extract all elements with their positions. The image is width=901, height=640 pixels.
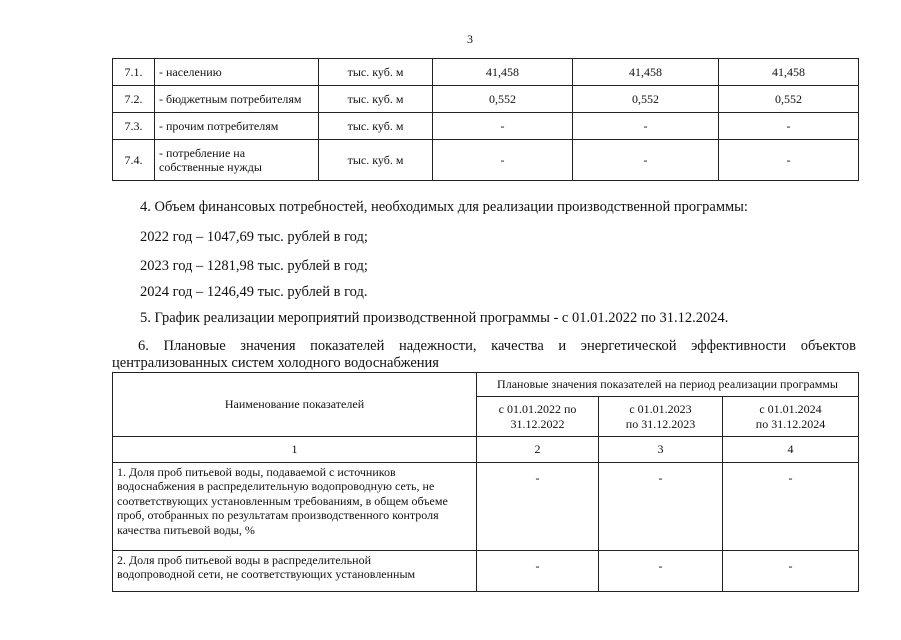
value-2022: - bbox=[477, 463, 599, 551]
table-row bbox=[113, 551, 859, 592]
value-2024: 41,458 bbox=[719, 59, 859, 86]
unit: тыс. куб. м bbox=[319, 59, 433, 86]
paragraph-4: 4. Объем финансовых потребностей, необходимых для реализации производственной программы: bbox=[140, 199, 748, 215]
column-numbers-row bbox=[113, 437, 859, 463]
table-row bbox=[113, 86, 859, 113]
column-number: 2 bbox=[477, 437, 599, 463]
indicator-line: 1. Доля проб питьевой воды, подаваемой с источников bbox=[117, 465, 396, 479]
value-2022: - bbox=[433, 140, 573, 181]
table-row bbox=[113, 140, 859, 181]
row-number: 7.2. bbox=[113, 86, 155, 113]
period-2024-line1: с 01.01.2024 bbox=[759, 402, 822, 417]
period-2022-line1: с 01.01.2022 по bbox=[498, 402, 577, 417]
indicator-line: проб, отобранных по результатам производственного контроля bbox=[117, 508, 439, 523]
value-2023: 41,458 bbox=[573, 59, 719, 86]
indicator-name bbox=[113, 551, 477, 592]
value-2023: 0,552 bbox=[573, 86, 719, 113]
value-2023: - bbox=[573, 140, 719, 181]
consumer-name: - населению bbox=[155, 59, 319, 86]
header-planned-values: Плановые значения показателей на период реализации программы bbox=[477, 373, 859, 397]
budget-2023: 2023 год – 1281,98 тыс. рублей в год; bbox=[140, 258, 368, 274]
value-2022: - bbox=[477, 551, 599, 592]
value-2022: - bbox=[433, 113, 573, 140]
consumer-name-line2: собственные нужды bbox=[159, 160, 262, 174]
unit: тыс. куб. м bbox=[319, 113, 433, 140]
volume-table bbox=[112, 58, 859, 181]
header-period-2022 bbox=[477, 397, 599, 437]
header-period-2023 bbox=[599, 397, 723, 437]
header-row bbox=[113, 373, 859, 397]
page-number: 3 bbox=[467, 32, 473, 46]
indicator-line: водопроводной сети, не соответствующих установленным bbox=[117, 567, 416, 582]
value-2024: - bbox=[719, 113, 859, 140]
row-number: 7.1. bbox=[113, 59, 155, 86]
header-indicator-name: Наименование показателей bbox=[113, 373, 477, 437]
value-2023: - bbox=[573, 113, 719, 140]
consumer-name: - бюджетным потребителям bbox=[155, 86, 319, 113]
paragraph-5: 5. График реализации мероприятий производственной программы - с 01.01.2022 по 31.12.2024. bbox=[140, 310, 729, 326]
indicator-line: соответствующих установленным требованиям, в общем объеме bbox=[117, 493, 448, 508]
table-row bbox=[113, 113, 859, 140]
indicator-line: водоснабжения в распределительную водопроводную сеть, не bbox=[117, 479, 435, 494]
budget-2022: 2022 год – 1047,69 тыс. рублей в год; bbox=[140, 229, 368, 245]
column-number: 4 bbox=[723, 437, 859, 463]
value-2022: 41,458 bbox=[433, 59, 573, 86]
value-2023: - bbox=[599, 463, 723, 551]
table-row bbox=[113, 59, 859, 86]
period-2023-line2: по 31.12.2023 bbox=[625, 416, 696, 431]
column-number: 3 bbox=[599, 437, 723, 463]
value-2023: - bbox=[599, 551, 723, 592]
indicator-name bbox=[113, 463, 477, 551]
unit: тыс. куб. м bbox=[319, 86, 433, 113]
value-2022: 0,552 bbox=[433, 86, 573, 113]
period-2023-line1: с 01.01.2023 bbox=[629, 402, 692, 417]
period-2024-line2: по 31.12.2024 bbox=[755, 416, 826, 431]
table-row bbox=[113, 463, 859, 551]
value-2024: - bbox=[723, 463, 859, 551]
row-number: 7.3. bbox=[113, 113, 155, 140]
period-2022-line2: 31.12.2022 bbox=[510, 416, 565, 431]
value-2024: 0,552 bbox=[719, 86, 859, 113]
budget-2024: 2024 год – 1246,49 тыс. рублей в год. bbox=[140, 284, 368, 300]
header-period-2024 bbox=[723, 397, 859, 437]
consumer-name bbox=[155, 140, 319, 181]
paragraph-6-line1: 6. Плановые значения показателей надежности, качества и энергетической эффективности объектов bbox=[138, 338, 856, 354]
consumer-name: - прочим потребителям bbox=[155, 113, 319, 140]
row-number: 7.4. bbox=[113, 140, 155, 181]
paragraph-6 bbox=[112, 338, 856, 372]
consumer-name-line1: - потребление на bbox=[159, 145, 246, 160]
unit: тыс. куб. м bbox=[319, 140, 433, 181]
indicator-line: качества питьевой воды, % bbox=[117, 522, 255, 537]
indicators-table bbox=[112, 372, 859, 592]
indicator-line: 2. Доля проб питьевой воды в распределительной bbox=[117, 553, 371, 567]
value-2024: - bbox=[719, 140, 859, 181]
value-2024: - bbox=[723, 551, 859, 592]
paragraph-6-line2: централизованных систем холодного водоснабжения bbox=[112, 355, 439, 371]
column-number: 1 bbox=[113, 437, 477, 463]
